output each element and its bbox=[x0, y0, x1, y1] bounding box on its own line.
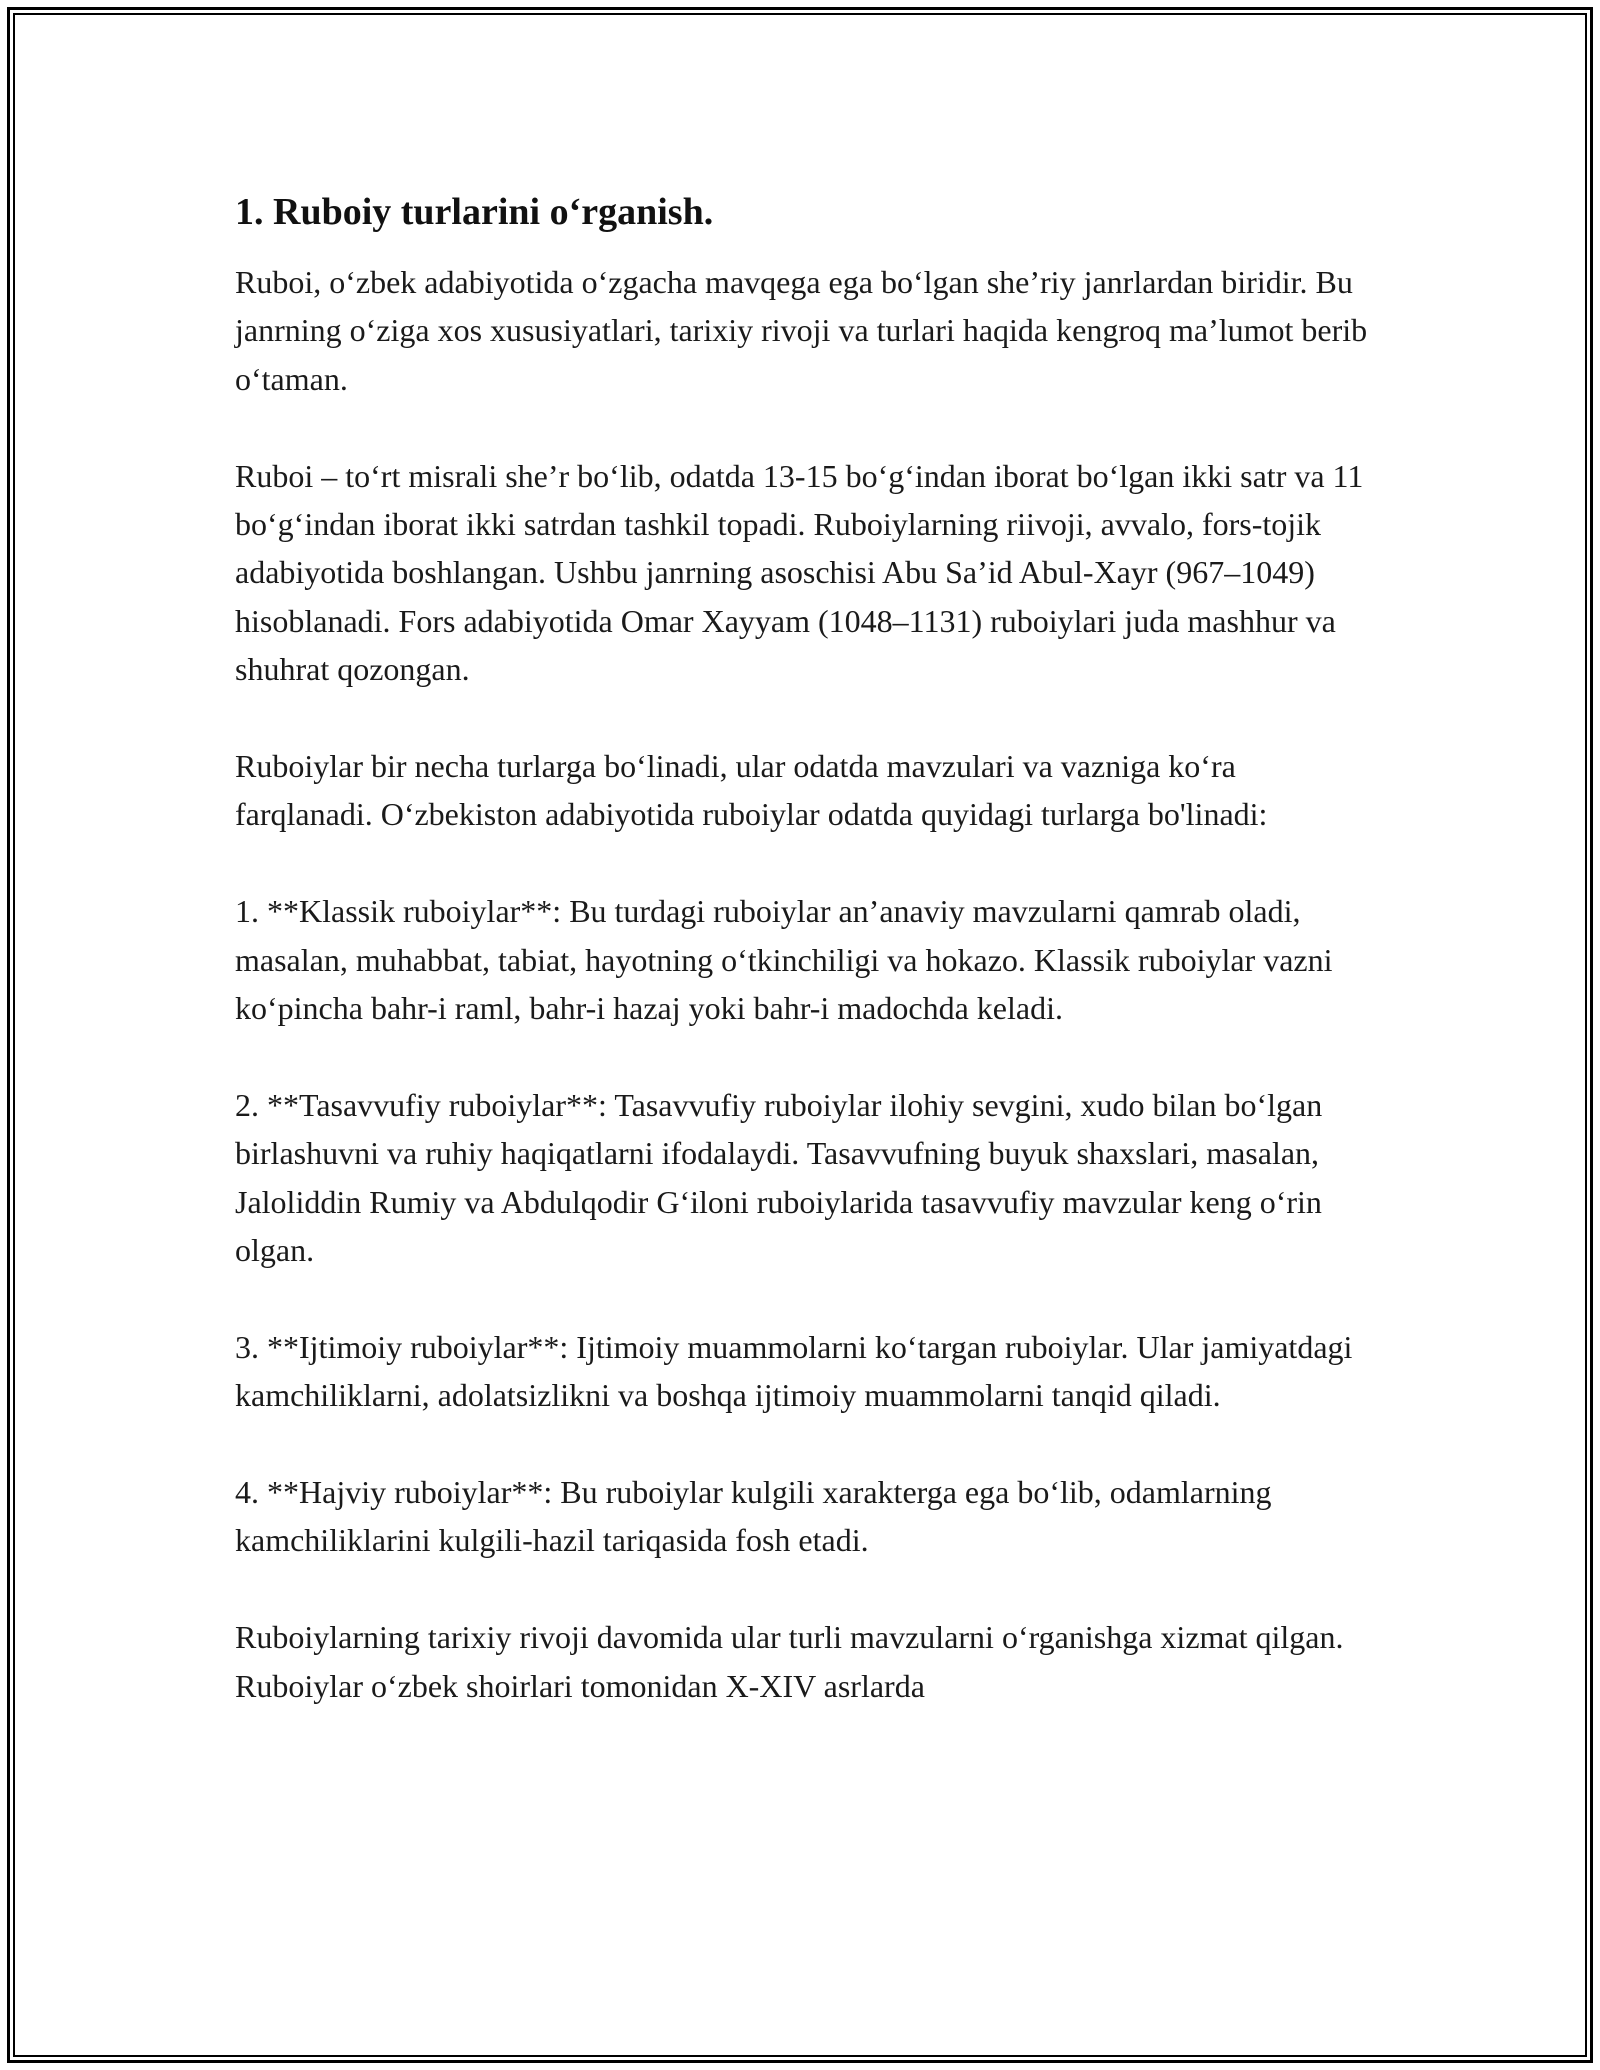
list-item-satirical: 4. **Hajviy ruboiylar**: Bu ruboiylar kulgili xarakterga ega bo‘lib, odamlarning kamchiliklarini kulgili-hazil tariqasida fosh etadi. bbox=[235, 1474, 1272, 1559]
list-item-classic: 1. **Klassik ruboiylar**: Bu turdagi ruboiylar an’anaviy mavzularni qamrab oladi, masalan, muhabbat, tabiat, hayotning o‘tkinchiligi va hokazo. Klassik ruboiylar vazni ko‘pincha bahr-i raml, bahr-i hazaj yoki bahr-i madochda keladi. bbox=[235, 893, 1333, 1027]
paragraph-types-intro: Ruboiylar bir necha turlarga bo‘linadi, ular odatda mavzulari va vazniga ko‘ra farqlanadi. O‘zbekiston adabiyotida ruboiylar odatda quyidagi turlarga bo'linadi: bbox=[235, 748, 1268, 833]
paragraph-intro: Ruboi, o‘zbek adabiyotida o‘zgacha mavqega ega bo‘lgan she’riy janrlardan biridir. Bu janrning o‘ziga xos xususiyatlari, tarixiy rivoji va turlari haqida kengroq ma’lumot berib o‘taman. bbox=[235, 264, 1368, 397]
section-heading: 1. Ruboiy turlarini o‘rganish. bbox=[235, 191, 714, 233]
paragraph-definition: Ruboi – to‘rt misrali she’r bo‘lib, odatda 13-15 bo‘g‘indan iborat bo‘lgan ikki satr va 11 bo‘g‘indan iborat ikki satrdan tashkil topadi. Ruboiylarning riivoji, avvalo, fors-tojik adabiyotida boshlangan. Ushbu janrning asoschisi Abu Sa’id Abul-Xayr (967–1049) hisoblanadi. Fors adabiyotida Omar Xayyam (1048–1131) ruboiylari juda mashhur va shuhrat qozongan. bbox=[235, 457, 1364, 688]
document-body bbox=[235, 188, 1375, 1710]
paragraph-history: Ruboiylarning tarixiy rivoji davomida ular turli mavzularni o‘rganishga xizmat qilgan. Ruboiylar o‘zbek shoirlari tomonidan X-XIV asrlarda bbox=[235, 1619, 1344, 1704]
list-item-social: 3. **Ijtimoiy ruboiylar**: Ijtimoiy muammolarni ko‘targan ruboiylar. Ular jamiyatdagi kamchiliklarni, adolatsizlikni va boshqa ijtimoiy muammolarni tanqid qiladi. bbox=[235, 1328, 1353, 1414]
list-item-sufi: 2. **Tasavvufiy ruboiylar**: Tasavvufiy ruboiylar ilohiy sevgini, xudo bilan bo‘lgan birlashuvni va ruhiy haqiqatlarni ifodalaydi. Tasavvufning buyuk shaxslari, masalan, Jaloliddin Rumiy va Abdulqodir G‘iloni ruboiylarida tasavvufiy mavzular keng o‘rin olgan. bbox=[235, 1086, 1323, 1269]
